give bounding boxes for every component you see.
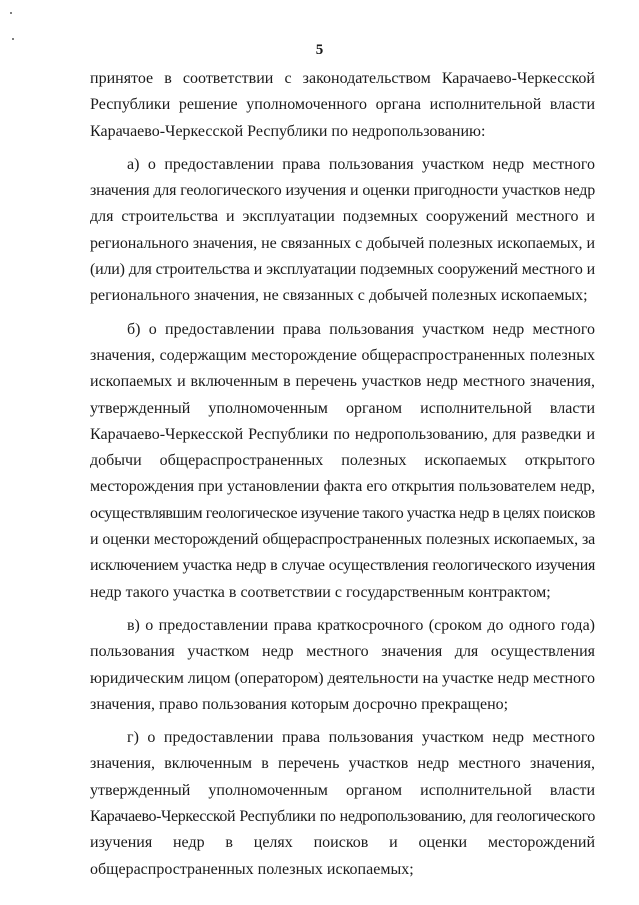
text-line: добычи общераспространенных полезных ископаемых открытого [90,452,595,470]
text-line: месторождения при установлении факта его открытия пользователем недр, [90,478,595,496]
text-line: (или) для строительства и эксплуатации подземных сооружений местного и [90,261,595,279]
text-line: в) о предоставлении права краткосрочного (сроком до одного года) [127,616,595,634]
text-line: регионального значения, не связанных с добычей полезных ископаемых, и [90,234,595,252]
text-line: б) о предоставлении права пользования участком недр местного [127,320,595,338]
text-line: значения, содержащим месторождение общераспространенных полезных [90,346,595,364]
text-line: принятое в соответствии с законодательством Карачаево-Черкесской [90,70,595,87]
text-line: г) о предоставлении права пользования участком недр местного [127,729,595,747]
text-line: Республики решение уполномоченного органа исполнительной власти [90,96,595,114]
paragraph-intro [90,66,595,145]
text-line: регионального значения, не связанных с добычей полезных ископаемых; [90,287,588,305]
text-line: изучения недр в целях поисков и оценки месторождений [90,834,595,852]
text-line: утвержденный уполномоченным органом исполнительной власти [90,399,595,417]
text-line: значения, включенным в перечень участков недр местного значения, [90,755,595,773]
text-line: пользования участком недр местного значения для осуществления [90,643,595,661]
paragraph-item-v [90,613,595,718]
text-line: ископаемых и включенным в перечень участков недр местного значения, [90,373,595,391]
text-line: общераспространенных полезных ископаемых; [90,860,414,878]
scan-speck [10,12,12,14]
text-line: значения, право пользования которым досрочно прекращено; [90,695,509,713]
scan-speck [12,38,14,40]
document-body [90,66,595,883]
paragraph-item-g [90,725,595,883]
text-line: и оценки месторождений общераспространенных полезных ископаемых, за [90,531,595,549]
text-line: исключением участка недр в случае осуществления геологического изучения [90,557,595,575]
text-line: Карачаево-Черкесской Республики по недропользованию, для разведки и [90,425,595,443]
text-line: а) о предоставлении права пользования участком недр местного [127,155,595,173]
text-line: значения для геологического изучения и оценки пригодности участков недр [90,182,595,200]
text-line: недр такого участка в соответствии с государственным контрактом; [90,583,551,601]
text-line: для строительства и эксплуатации подземных сооружений местного и [90,208,595,226]
page-number: 5 [315,42,324,58]
paragraph-item-b [90,317,595,606]
text-line: юридическим лицом (оператором) деятельности на участке недр местного [90,669,595,687]
text-line: осуществлявшим геологическое изучение такого участка недр в целях поисков [90,504,595,522]
text-line: Карачаево-Черкесской Республики по недропользованию, для геологического [90,808,595,826]
paragraph-item-a [90,152,595,310]
text-line: Карачаево-Черкесской Республики по недропользованию: [90,122,486,140]
text-line: утвержденный уполномоченным органом исполнительной власти [90,781,595,799]
